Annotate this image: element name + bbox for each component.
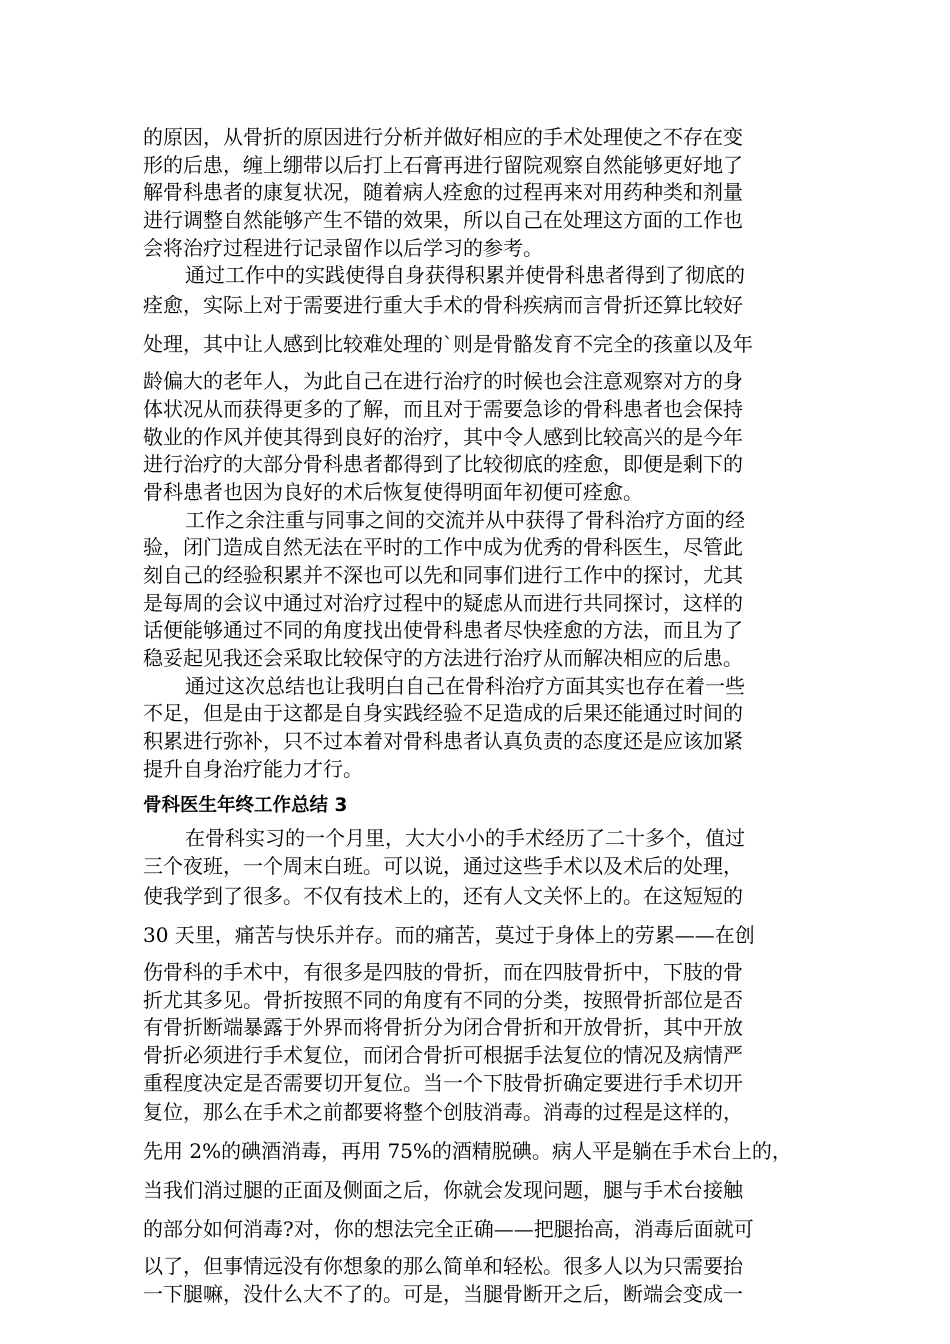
text-line: 骨科患者也因为良好的术后恢复使得明面年初便可痊愈。 xyxy=(143,479,643,504)
paragraph xyxy=(143,673,808,784)
text-line: 龄偏大的老年人，为此自己在进行治疗的时候也会注意观察对方的身 xyxy=(143,369,743,394)
paragraph xyxy=(143,507,808,673)
text-line: 通过这次总结也让我明白自己在骨科治疗方面其实也存在着一些 xyxy=(185,673,745,698)
text-line: 在骨科实习的一个月里，大大小小的手术经历了二十多个，值过 xyxy=(185,826,745,851)
text-line: 解骨科患者的康复状况，随着病人痊愈的过程再来对用药种类和剂量 xyxy=(143,180,743,205)
text-line: 骨折必须进行手术复位，而闭合骨折可根据手法复位的情况及病情严 xyxy=(143,1042,743,1067)
text-line: 不足，但是由于这都是自身实践经验不足造成的后果还能通过时间的 xyxy=(143,701,743,726)
text-line: 工作之余注重与同事之间的交流并从中获得了骨科治疗方面的经 xyxy=(185,507,745,532)
text-line: 刻自己的经验积累并不深也可以先和同事们进行工作中的探讨，尤其 xyxy=(143,562,743,587)
text-line: 体状况从而获得更多的了解，而且对于需要急诊的骨科患者也会保持 xyxy=(143,396,743,421)
text-line: 使我学到了很多。不仅有技术上的，还有人文关怀上的。在这短短的 xyxy=(143,883,743,908)
text-line: 有骨折断端暴露于外界而将骨折分为闭合骨折和开放骨折，其中开放 xyxy=(143,1015,743,1040)
text-line: 复位，那么在手术之前都要将整个创肢消毒。消毒的过程是这样的， xyxy=(143,1100,743,1125)
text-line: 的原因，从骨折的原因进行分析并做好相应的手术处理使之不存在变 xyxy=(143,125,743,149)
text-line: 通过工作中的实践使得自身获得积累并使骨科患者得到了彻底的 xyxy=(185,263,745,288)
text-line: 当我们消过腿的正面及侧面之后，你就会发现问题，腿与手术台接触 xyxy=(143,1178,743,1203)
text-line: 敬业的作风并使其得到良好的治疗，其中令人感到比较高兴的是今年 xyxy=(143,424,743,449)
text-line: 会将治疗过程进行记录留作以后学习的参考。 xyxy=(143,235,543,260)
text-line: 重程度决定是否需要切开复位。当一个下肢骨折确定要进行手术切开 xyxy=(143,1070,743,1095)
text-line: 验，闭门造成自然无法在平时的工作中成为优秀的骨科医生，尽管此 xyxy=(143,535,743,560)
text-line: 先用 2%的碘酒消毒，再用 75%的酒精脱碘。病人平是躺在手术台上的， xyxy=(143,1139,792,1164)
paragraph xyxy=(143,262,808,506)
text-line: 折尤其多见。骨折按照不同的角度有不同的分类，按照骨折部位是否 xyxy=(143,987,743,1012)
paragraph xyxy=(143,825,808,1308)
text-line: 积累进行弥补，只不过本着对骨科患者认真负责的态度还是应该加紧 xyxy=(143,729,743,754)
paragraph xyxy=(143,124,808,262)
text-line: 提升自身治疗能力才行。 xyxy=(143,756,363,781)
text-line: 是每周的会议中通过对治疗过程中的疑虑从而进行共同探讨，这样的 xyxy=(143,590,743,615)
text-line: 稳妥起见我还会采取比较保守的方法进行治疗从而解决相应的后患。 xyxy=(143,646,743,670)
text-line: 进行调整自然能够产生不错的效果，所以自己在处理这方面的工作也 xyxy=(143,208,743,233)
text-line: 的部分如何消毒?对，你的想法完全正确——把腿抬高，消毒后面就可 xyxy=(143,1217,754,1242)
text-line: 30 天里，痛苦与快乐并存。而的痛苦，莫过于身体上的劳累——在创 xyxy=(143,922,755,947)
text-line: 话便能够通过不同的角度找出使骨科患者尽快痊愈的方法，而且为了 xyxy=(143,618,743,643)
text-line: 伤骨科的手术中，有很多是四肢的骨折，而在四肢骨折中，下肢的骨 xyxy=(143,959,743,984)
text-line: 一下腿嘛，没什么大不了的。可是，当腿骨断开之后，断端会变成一 xyxy=(143,1281,743,1306)
text-line: 处理，其中让人感到比较难处理的`则是骨骼发育不完全的孩童以及年 xyxy=(143,332,753,357)
text-line: 形的后患，缠上绷带以后打上石膏再进行留院观察自然能够更好地了 xyxy=(143,152,743,177)
text-line: 三个夜班，一个周末白班。可以说，通过这些手术以及术后的处理， xyxy=(143,854,743,879)
text-line: 痊愈，实际上对于需要进行重大手术的骨科疾病而言骨折还算比较好 xyxy=(143,293,743,318)
document-body xyxy=(143,124,808,1309)
section-heading: 骨科医生年终工作总结 3 xyxy=(143,795,348,817)
text-line: 以了，但事情远没有你想象的那么简单和轻松。很多人以为只需要抬 xyxy=(143,1254,743,1279)
text-line: 进行治疗的大部分骨科患者都得到了比较彻底的痊愈，即便是剩下的 xyxy=(143,452,743,477)
